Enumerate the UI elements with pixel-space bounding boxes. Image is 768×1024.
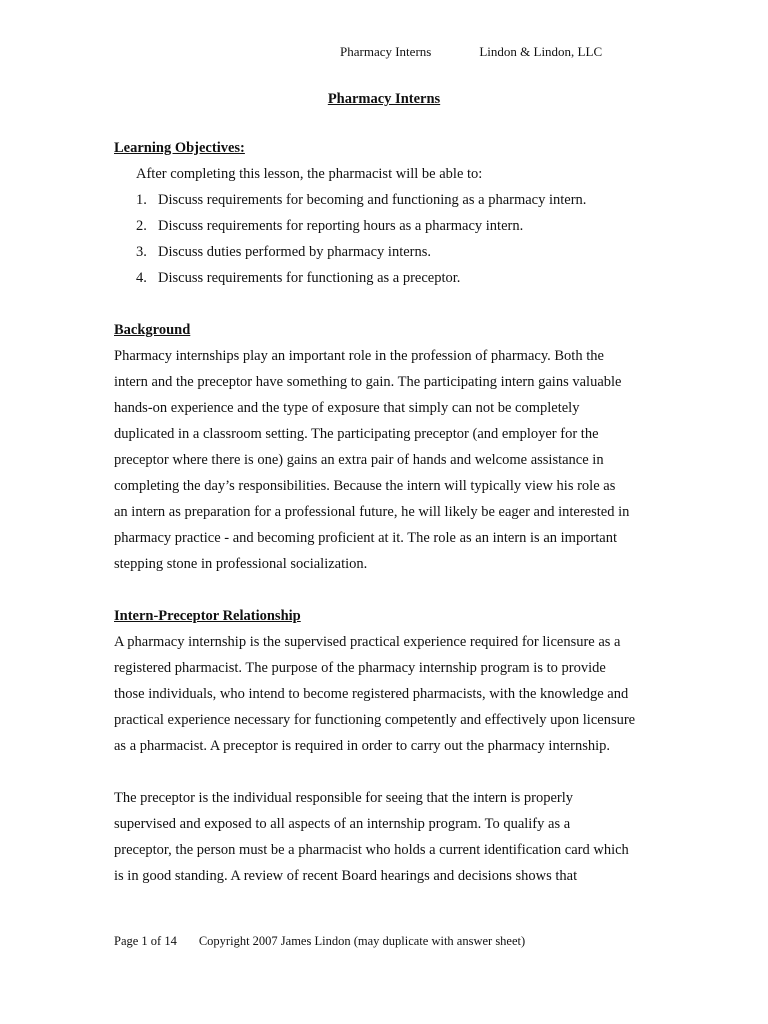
relationship-paragraph-2 bbox=[114, 785, 659, 889]
objective-item bbox=[114, 239, 659, 265]
objectives-list bbox=[114, 187, 659, 291]
text-line: those individuals, who intend to become registered pharmacists, with the knowledge and bbox=[114, 686, 629, 702]
objective-text: Discuss requirements for reporting hours as a pharmacy intern. bbox=[158, 218, 524, 234]
page-footer bbox=[114, 934, 525, 949]
text-line: intern and the preceptor have something to gain. The participating intern gains valuable bbox=[114, 374, 622, 390]
text-line: The preceptor is the individual responsible for seeing that the intern is properly bbox=[114, 790, 574, 806]
background-heading: Background bbox=[114, 322, 191, 338]
text-line: pharmacy practice - and becoming proficient at it. The role as an intern is an important bbox=[114, 530, 618, 546]
page-number: Page 1 of 14 bbox=[114, 934, 177, 948]
objective-number: 3. bbox=[136, 244, 147, 260]
text-line: A pharmacy internship is the supervised practical experience required for licensure as a bbox=[114, 634, 621, 650]
section-spacer bbox=[114, 291, 659, 317]
objective-item bbox=[114, 213, 659, 239]
text-line: preceptor, the person must be a pharmacist who holds a current identification card which bbox=[114, 842, 629, 858]
header-firm-name: Lindon & Lindon, LLC bbox=[479, 44, 603, 59]
background-paragraph bbox=[114, 343, 659, 577]
document-body bbox=[114, 135, 659, 889]
text-line: as a pharmacist. A preceptor is required in order to carry out the pharmacy internship. bbox=[114, 738, 611, 754]
learning-objectives-intro: After completing this lesson, the pharmacist will be able to: bbox=[136, 166, 483, 182]
objective-text: Discuss requirements for functioning as a preceptor. bbox=[158, 270, 461, 286]
objective-number: 4. bbox=[136, 270, 147, 286]
text-line: completing the day’s responsibilities. Because the intern will typically view his role as bbox=[114, 478, 616, 494]
running-header bbox=[340, 44, 602, 60]
objective-number: 2. bbox=[136, 218, 147, 234]
objective-item bbox=[114, 265, 659, 291]
paragraph-spacer bbox=[114, 759, 659, 785]
objective-item bbox=[114, 187, 659, 213]
text-line: preceptor where there is one) gains an extra pair of hands and welcome assistance in bbox=[114, 452, 604, 468]
header-course-title: Pharmacy Interns bbox=[340, 44, 432, 59]
text-line: is in good standing. A review of recent Board hearings and decisions shows that bbox=[114, 868, 578, 884]
section-spacer bbox=[114, 577, 659, 603]
text-line: hands-on experience and the type of exposure that simply can not be completely bbox=[114, 400, 580, 416]
relationship-heading: Intern-Preceptor Relationship bbox=[114, 608, 301, 624]
objective-text: Discuss duties performed by pharmacy interns. bbox=[158, 244, 432, 260]
objective-text: Discuss requirements for becoming and functioning as a pharmacy intern. bbox=[158, 192, 587, 208]
text-line: supervised and exposed to all aspects of an internship program. To qualify as a bbox=[114, 816, 571, 832]
learning-objectives-heading: Learning Objectives: bbox=[114, 140, 245, 156]
text-line: practical experience necessary for functioning competently and effectively upon licensure bbox=[114, 712, 636, 728]
text-line: an intern as preparation for a professional future, he will likely be eager and interested in bbox=[114, 504, 630, 520]
relationship-paragraph-1 bbox=[114, 629, 659, 759]
text-line: duplicated in a classroom setting. The participating preceptor (and employer for the bbox=[114, 426, 599, 442]
text-line: stepping stone in professional socialization. bbox=[114, 556, 368, 572]
text-line: registered pharmacist. The purpose of the pharmacy internship program is to provide bbox=[114, 660, 606, 676]
copyright-notice: Copyright 2007 James Lindon (may duplicate with answer sheet) bbox=[198, 934, 526, 948]
document-title: Pharmacy Interns bbox=[327, 91, 441, 107]
objective-number: 1. bbox=[136, 192, 147, 208]
text-line: Pharmacy internships play an important role in the profession of pharmacy. Both the bbox=[114, 348, 604, 364]
